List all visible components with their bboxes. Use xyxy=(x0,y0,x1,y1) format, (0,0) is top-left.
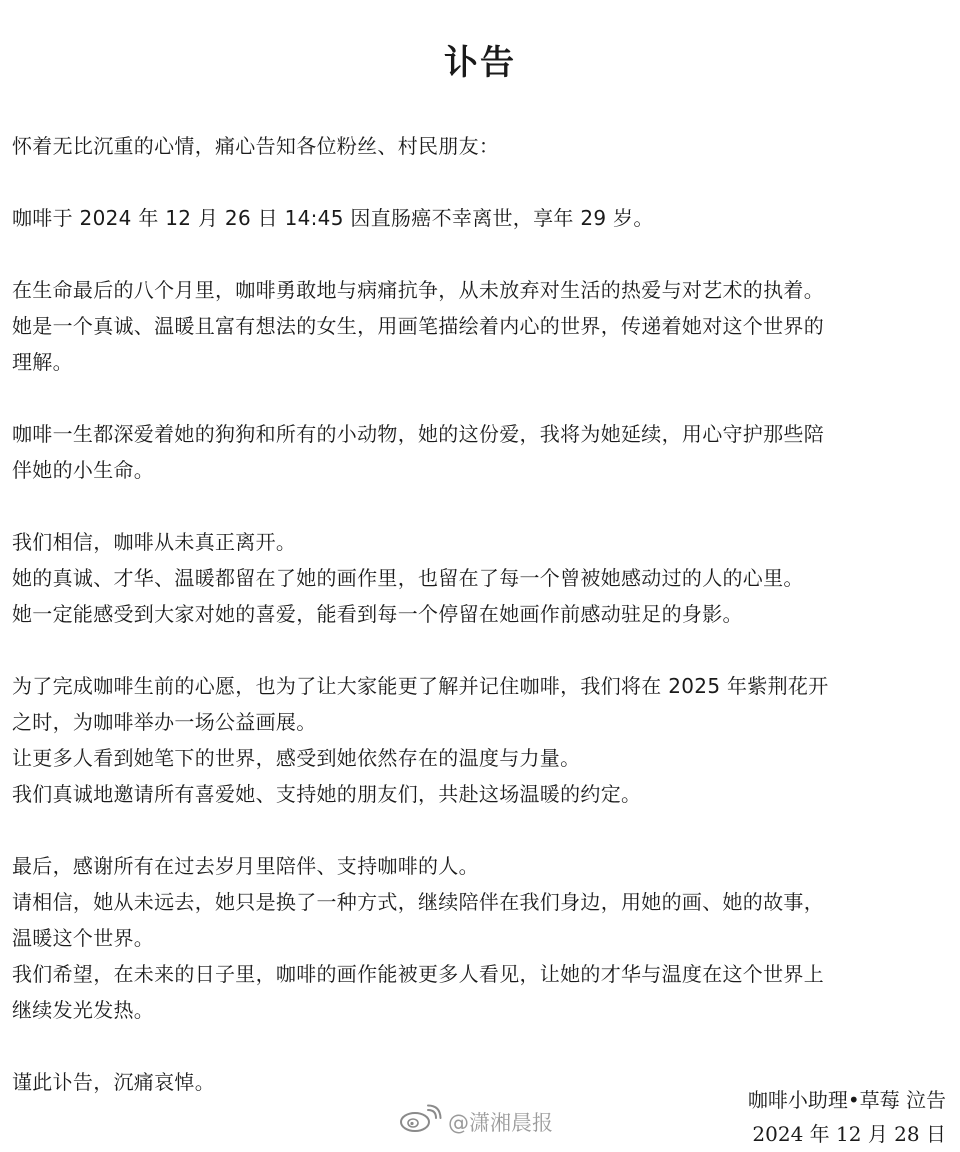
text-line: 我们真诚地邀请所有喜爱她、支持她的朋友们，共赴这场温暖的约定。 xyxy=(12,782,642,806)
page-title: 讣告 xyxy=(444,43,516,83)
weibo-icon xyxy=(398,1104,442,1142)
text-line: 谨此讣告，沉痛哀悼。 xyxy=(12,1070,215,1094)
document-body xyxy=(12,128,952,1100)
signature-date: 2024 年 12 月 28 日 xyxy=(752,1122,946,1146)
text-line: 我们相信，咖啡从未真正离开。 xyxy=(12,530,297,554)
text-line: 最后，感谢所有在过去岁月里陪伴、支持咖啡的人。 xyxy=(12,854,479,878)
text-line: 怀着无比沉重的心情，痛心告知各位粉丝、村民朋友： xyxy=(12,134,500,158)
text-line: 她一定能感受到大家对她的喜爱，能看到每一个停留在她画作前感动驻足的身影。 xyxy=(12,602,743,626)
signature: 咖啡小助理•草莓 泣告 xyxy=(747,1088,946,1112)
text-line: 她的真诚、才华、温暖都留在了她的画作里，也留在了每一个曾被她感动过的人的心里。 xyxy=(12,566,804,590)
paragraph-believe xyxy=(12,524,952,632)
paragraph-thanks xyxy=(12,848,952,1028)
text-line: 之时，为咖啡举办一场公益画展。 xyxy=(12,710,317,734)
watermark xyxy=(398,1104,553,1142)
paragraph-last-months xyxy=(12,272,952,380)
text-line: 让更多人看到她笔下的世界，感受到她依然存在的温度与力量。 xyxy=(12,746,581,770)
paragraph-greeting xyxy=(12,128,952,164)
text-line: 温暖这个世界。 xyxy=(12,926,155,950)
text-line: 她是一个真诚、温暖且富有想法的女生，用画笔描绘着内心的世界，传递着她对这个世界的 xyxy=(12,314,824,338)
text-line: 请相信，她从未远去，她只是换了一种方式，继续陪伴在我们身边，用她的画、她的故事， xyxy=(12,890,824,914)
paragraph-exhibition xyxy=(12,668,952,812)
paragraph-announcement xyxy=(12,200,952,236)
watermark-text: @潇湘晨报 xyxy=(448,1111,553,1135)
text-line: 在生命最后的八个月里，咖啡勇敢地与病痛抗争，从未放弃对生活的热爱与对艺术的执着。 xyxy=(12,278,824,302)
text-line: 理解。 xyxy=(12,350,73,374)
text-line: 伴她的小生命。 xyxy=(12,458,155,482)
paragraph-animals xyxy=(12,416,952,488)
text-line: 我们希望，在未来的日子里，咖啡的画作能被更多人看见，让她的才华与温度在这个世界上 xyxy=(12,962,824,986)
text-line: 继续发光发热。 xyxy=(12,998,155,1022)
text-line: 咖啡于 2024 年 12 月 26 日 14:45 因直肠癌不幸离世，享年 29 岁。 xyxy=(12,206,654,230)
text-line: 咖啡一生都深爱着她的狗狗和所有的小动物，她的这份爱，我将为她延续，用心守护那些陪 xyxy=(12,422,824,446)
text-line: 为了完成咖啡生前的心愿，也为了让大家能更了解并记住咖啡，我们将在 2025 年紫荆花开 xyxy=(12,674,829,698)
